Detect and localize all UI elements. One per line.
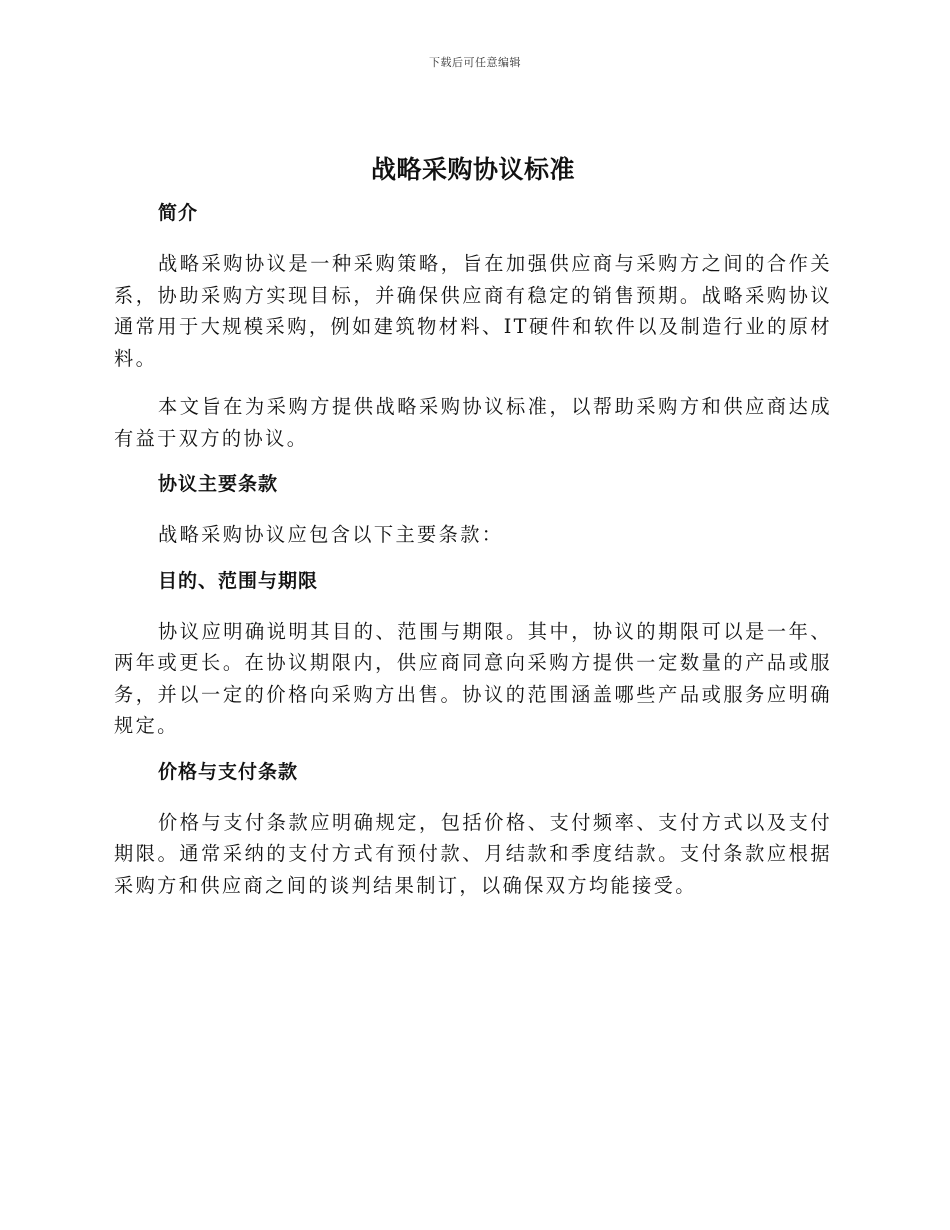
paragraph: 战略采购协议是一种采购策略，旨在加强供应商与采购方之间的合作关系，协助采购方实现目标，并确保供应商有稳定的销售预期。战略采购协议通常用于大规模采购，例如建筑物材料、IT硬件和软件以及制造行业的原材料。	[114, 252, 832, 370]
section-main-terms	[114, 471, 832, 551]
running-header: 下载后可任意编辑	[429, 56, 521, 69]
section-introduction	[114, 200, 832, 454]
section-price-payment	[114, 759, 832, 902]
paragraph: 价格与支付条款应明确规定，包括价格、支付频率、支付方式以及支付期限。通常采纳的支付方式有预付款、月结款和季度结款。支付条款应根据采购方和供应商之间的谈判结果制订，以确保双方均能接受。	[114, 810, 832, 897]
section-heading: 协议主要条款	[158, 473, 279, 495]
paragraph: 协议应明确说明其目的、范围与期限。其中，协议的期限可以是一年、两年或更长。在协议期限内，供应商同意向采购方提供一定数量的产品或服务，并以一定的价格向采购方出售。协议的范围涵盖哪些产品或服务应明确规定。	[114, 619, 832, 737]
paragraph: 本文旨在为采购方提供战略采购协议标准，以帮助采购方和供应商达成有益于双方的协议。	[114, 395, 832, 450]
section-purpose-scope-term	[114, 568, 832, 742]
section-heading: 目的、范围与期限	[158, 569, 319, 592]
paragraph: 战略采购协议应包含以下主要条款：	[158, 523, 504, 546]
section-heading: 价格与支付条款	[158, 760, 299, 783]
document-title: 战略采购协议标准	[370, 155, 575, 184]
document-body	[114, 150, 832, 918]
section-heading: 简介	[158, 202, 199, 224]
